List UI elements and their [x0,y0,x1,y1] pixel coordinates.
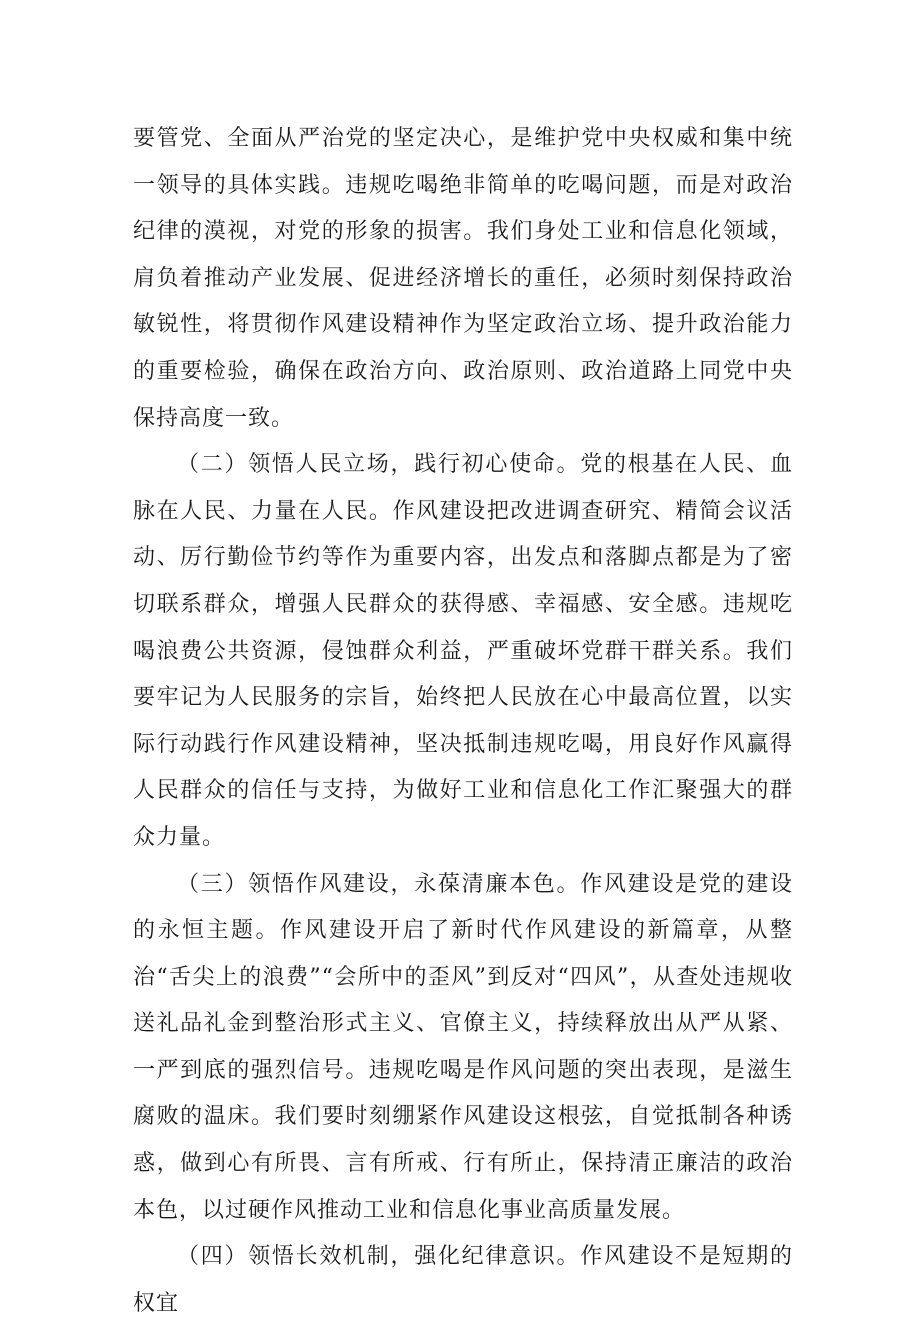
paragraph-section-3: （三）领悟作风建设，永葆清廉本色。作风建设是党的建设的永恒主题。作风建设开启了新时代作风建设的新篇章，从整治“舌尖上的浪费”“会所中的歪风”到反对“四风”，从查处违规收送礼品礼金到整治形式主义、官僚主义，持续释放出从严从紧、一严到底的强烈信号。违规吃喝是作风问题的突出表现，是滋生腐败的温床。我们要时刻绷紧作风建设这根弦，自觉抵制各种诱惑，做到心有所畏、言有所戒、行有所止，保持清正廉洁的政治本色，以过硬作风推动工业和信息化事业高质量发展。 [133,871,793,1223]
document-body [133,116,793,1327]
paragraph-section-4: （四）领悟长效机制，强化纪律意识。作风建设不是短期的权宜 [133,1244,793,1316]
paragraph-section-2: （二）领悟人民立场，践行初心使命。党的根基在人民、血脉在人民、力量在人民。作风建设把改进调查研究、精简会议活动、厉行勤俭节约等作为重要内容，出发点和落脚点都是为了密切联系群众，增强人民群众的获得感、幸福感、安全感。违规吃喝浪费公共资源，侵蚀群众利益，严重破坏党群干群关系。我们要牢记为人民服务的宗旨，始终把人民放在心中最高位置，以实际行动践行作风建设精神，坚决抵制违规吃喝，用良好作风赢得人民群众的信任与支持，为做好工业和信息化工作汇聚强大的群众力量。 [133,452,793,850]
paragraph-continuation: 要管党、全面从严治党的坚定决心，是维护党中央权威和集中统一领导的具体实践。违规吃喝绝非简单的吃喝问题，而是对政治纪律的漠视，对党的形象的损害。我们身处工业和信息化领域，肩负着推动产业发展、促进经济增长的重任，必须时刻保持政治敏锐性，将贯彻作风建设精神作为坚定政治立场、提升政治能力的重要检验，确保在政治方向、政治原则、政治道路上同党中央保持高度一致。 [133,126,793,431]
